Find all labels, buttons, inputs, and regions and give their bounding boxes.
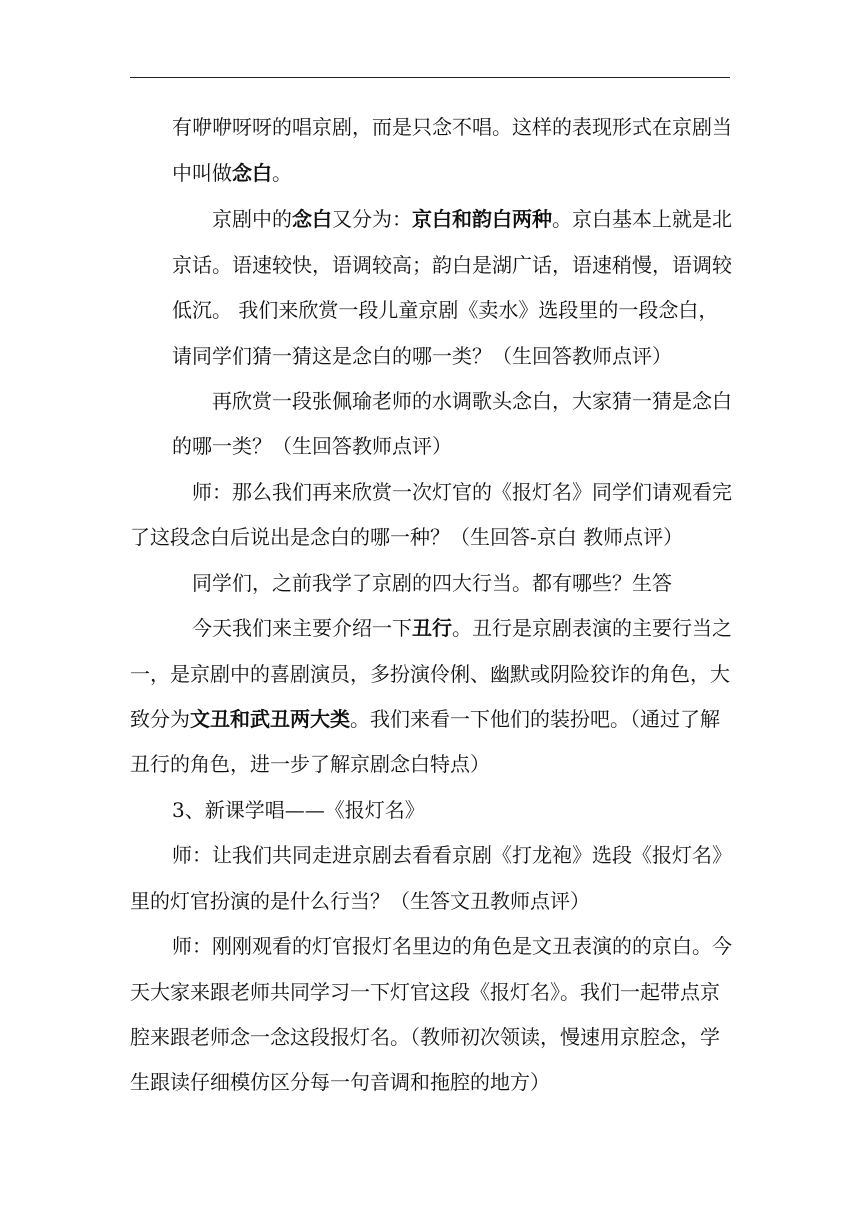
text-line	[130, 525, 683, 549]
text-span: 中叫做	[172, 161, 232, 185]
text-span: 再欣赏一段张佩瑜老师的水调歌头念白，大家猜一猜是念白	[212, 389, 732, 413]
text-span: 里的灯官扮演的是什么行当？（生答文丑教师点评）	[130, 889, 590, 913]
text-line	[192, 571, 672, 595]
text-span: 京剧中的	[212, 207, 292, 231]
text-span: 低沉。 我们来欣赏一段儿童京剧《卖水》选段里的一段念白，	[172, 298, 719, 322]
bold-term: 京白和韵白两种	[412, 207, 552, 231]
text-line	[192, 480, 732, 504]
bold-term: 文丑和武丑两大类	[190, 707, 350, 731]
text-span: 。	[272, 161, 292, 185]
text-line	[212, 389, 732, 413]
text-line	[172, 253, 732, 277]
text-span: 生跟读仔细模仿区分每一句音调和拖腔的地方）	[130, 1070, 550, 1094]
text-line	[130, 1025, 720, 1049]
text-line	[172, 115, 732, 139]
text-span: 师：那么我们再来欣赏一次灯官的《报灯名》同学们请观看完	[192, 480, 732, 504]
text-span: 。丑行是京剧表演的主要行当之	[452, 616, 732, 640]
text-line	[192, 616, 732, 640]
text-line	[172, 934, 732, 958]
header-rule	[130, 77, 730, 78]
text-line	[130, 752, 490, 776]
text-span: 京话。语速较快，语调较高；韵白是湖广话，语速稍慢，语调较	[172, 253, 732, 277]
text-span: 腔来跟老师念一念这段报灯名。（教师初次领读，慢速用京腔念，学	[130, 1025, 720, 1049]
text-line	[172, 434, 452, 458]
text-span: 师：让我们共同走进京剧去看看京剧《打龙袍》选段《报灯名》	[172, 843, 732, 867]
text-line	[130, 889, 590, 913]
text-line	[130, 707, 720, 731]
text-span: 师：刚刚观看的灯官报灯名里边的角色是文丑表演的的京白。今	[172, 934, 732, 958]
text-span: 请同学们猜一猜这是念白的哪一类？（生回答教师点评）	[172, 344, 672, 368]
text-line	[212, 207, 732, 231]
text-line	[130, 1070, 550, 1094]
bold-term: 念白	[232, 161, 272, 185]
text-line	[172, 344, 672, 368]
text-span: 天大家来跟老师共同学习一下灯官这段《报灯名》。我们一起带点京	[130, 980, 720, 1004]
text-span: 又分为：	[332, 207, 412, 231]
text-span: 。我们来看一下他们的装扮吧。（通过了解	[350, 707, 720, 731]
text-span: 今天我们来主要介绍一下	[192, 616, 412, 640]
text-span: 一，是京剧中的喜剧演员，多扮演伶俐、幽默或阴险狡诈的角色，大	[130, 662, 730, 686]
text-span: 的哪一类？（生回答教师点评）	[172, 434, 452, 458]
text-line	[172, 161, 292, 185]
text-line	[130, 662, 730, 686]
text-span: 了这段念白后说出是念白的哪一种？（生回答-京白 教师点评）	[130, 525, 684, 549]
text-span: 。京白基本上就是北	[552, 207, 732, 231]
text-line	[172, 843, 732, 867]
text-line	[172, 298, 718, 322]
section-heading	[172, 798, 425, 822]
bold-term: 丑行	[412, 616, 452, 640]
bold-term: 念白	[292, 207, 332, 231]
text-span: 丑行的角色，进一步了解京剧念白特点）	[130, 752, 490, 776]
text-span: 致分为	[130, 707, 190, 731]
text-span: 3、新课学唱——《报灯名》	[172, 798, 425, 822]
text-line	[130, 980, 720, 1004]
text-span: 有咿咿呀呀的唱京剧，而是只念不唱。这样的表现形式在京剧当	[172, 115, 732, 139]
text-span: 同学们，之前我学了京剧的四大行当。都有哪些？生答	[192, 571, 672, 595]
